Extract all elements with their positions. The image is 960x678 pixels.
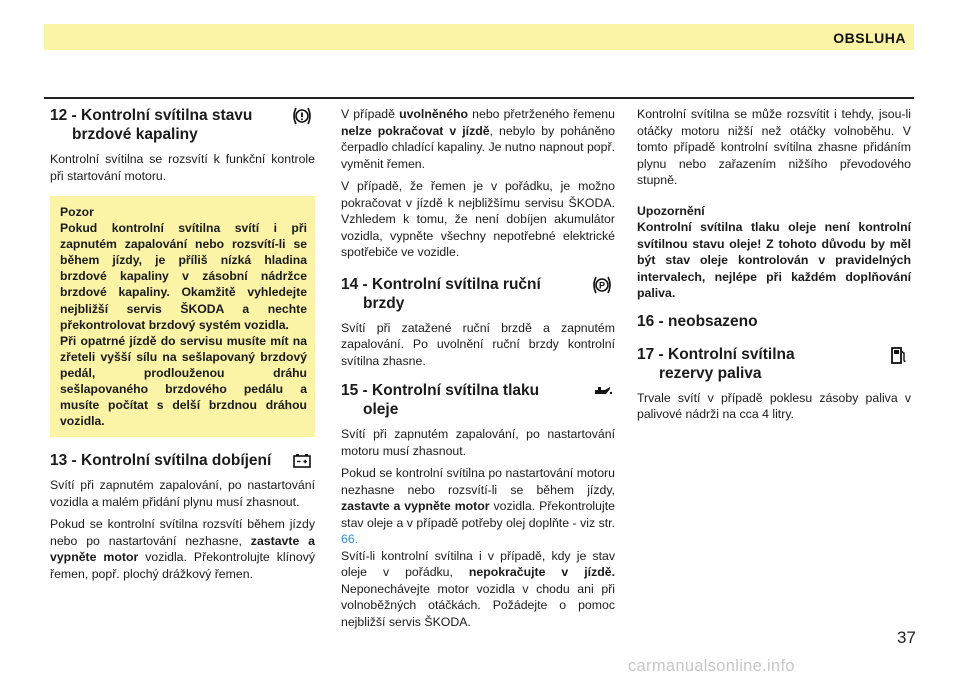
- p3-part-a: Pokud se kontrolní svítilna rozsvítí během jízdy nebo po nastartování nezhasne,: [50, 517, 315, 548]
- belt-text-2: V případě, že řemen je v pořádku, je možno pokračovat v jízdě k nejbližšímu servisu ŠKODA. Vzhledem k tomu, že není dobíjen akumulátor vozidla, vypněte všechny nepotřebné elektrické spotřebiče ve vozidle.: [341, 179, 615, 259]
- oil-can-icon: [591, 381, 613, 401]
- column-2: [341, 106, 615, 636]
- oil-text-cont: Kontrolní svítilna se může rozsvítit i tehdy, jsou-li otáčky motoru nižší než otáčky volnoběhu. V tomto případě kontrolní svítilna zhasne přidáním plynu nebo zařazením nižšího převodového stupně.: [637, 107, 911, 187]
- parking-brake-icon: [591, 275, 613, 295]
- heading-17: [637, 345, 911, 383]
- c2p1c: nebo přetrženého řemenu: [468, 107, 615, 121]
- heading-14-text: Svítí při zatažené ruční brzdě a zapnutém zapalování. Po uvolnění ruční brzdy kontrolní svítilna zhasne.: [341, 320, 615, 368]
- c2p5b: zastavte a vypněte motor: [341, 499, 490, 513]
- belt-text-1: [341, 106, 615, 172]
- page-number: 37: [897, 628, 916, 647]
- note-text: Kontrolní svítilna tlaku oleje není kontrolní svítilnou stavu oleje! Z tohoto důvodu by měl být stav oleje kontrolován v pravidelných intervalech, nejlépe při každém doplňování paliva.: [637, 220, 911, 300]
- heading-14: [341, 275, 615, 313]
- header-rule: [44, 97, 914, 99]
- heading-12: [50, 106, 315, 144]
- c2p6b: nepokračujte v jízdě.: [468, 565, 615, 579]
- warning-text-2: Při opatrné jízdě do servisu musíte mít na zřeteli vyšší sílu na sešlapovaný brzdový pedál, prodlouženou dráhu sešlapovaného brzdového pedálu a musíte počítat s delší brzdnou dráhou vozidla.: [60, 333, 307, 429]
- warning-box: [50, 196, 315, 437]
- warning-title: Pozor: [60, 205, 94, 219]
- c2p5a: Pokud se kontrolní svítilna po nastartování motoru nezhasne nebo rozsvítí-li se během jízdy,: [341, 466, 615, 497]
- c2p6a: Svítí-li kontrolní svítilna i v případě, kdy je stav oleje v pořádku,: [341, 548, 615, 579]
- heading-13-line1: 13 - Kontrolní svítilna dobíjení: [50, 452, 272, 470]
- heading-13-text-1: Svítí při zapnutém zapalování, po nastartování vozidla a malém přidání plynu musí zhasnout.: [50, 478, 315, 509]
- page-66-link[interactable]: 66.: [341, 532, 359, 546]
- column-3: [637, 106, 911, 429]
- p3-part-c: vozidla. Překontrolujte klínový řemen, popř. plochý drážkový řemen.: [50, 550, 315, 581]
- warning-text-1: Pokud kontrolní svítilna svítí i při zapnutém zapalování nebo rozsvítí-li se během jízdy, je příliš nízká hladina brzdové kapaliny v zásobní nádržce brzdové kapaliny. Okamžitě vyhledejte nejbližší servis ŠKODA a nechte překontrolovat brzdový systém vozidla.: [60, 221, 307, 332]
- c2p1e: , nebylo by poháněno čerpadlo chladící kapaliny. Je nutno napnout popř. vyměnit řemen.: [341, 123, 615, 171]
- c2p1b: uvolněného: [399, 107, 469, 121]
- heading-15: [341, 381, 615, 419]
- c2p6c: Neponechávejte motor vozidla v chodu ani při volnoběžných otáčkách. Požádejte o pomoc nejbližší servis ŠKODA.: [341, 581, 615, 629]
- heading-13-text-2: [50, 516, 315, 582]
- fuel-pump-icon: [887, 345, 909, 365]
- column-1: [50, 106, 315, 588]
- heading-12-text: Kontrolní svítilna se rozsvítí k funkční kontrole při startování motoru.: [50, 152, 315, 183]
- heading-16: [637, 312, 911, 331]
- note-title: Upozornění: [637, 203, 705, 218]
- heading-15-text-2: [341, 465, 615, 548]
- p3-bold: zastavte a vypněte motor: [50, 533, 316, 565]
- svg-text:P: P: [598, 280, 606, 290]
- section-title: OBSLUHA: [833, 30, 906, 46]
- brake-warning-icon: [291, 106, 313, 126]
- header-band: [44, 24, 914, 50]
- c2p1d: nelze pokračovat v jízdě: [341, 123, 490, 138]
- heading-17-line1: 17 - Kontrolní svítilna: [637, 345, 795, 363]
- heading-14-line1: 14 - Kontrolní svítilna ruční: [341, 275, 541, 293]
- heading-12-line2: brzdové kapaliny: [72, 126, 198, 143]
- heading-15-line2: oleje: [363, 401, 399, 418]
- battery-icon: [291, 451, 313, 471]
- heading-17-text: Trvale svítí v případě poklesu zásoby paliva v palivové nádrži na cca 4 litry.: [637, 390, 911, 421]
- watermark: carmanualsonline.info: [628, 657, 795, 675]
- heading-13: [50, 451, 315, 470]
- heading-15-text-1: Svítí při zapnutém zapalování, po nastartování motoru musí zhasnout.: [341, 427, 615, 458]
- heading-17-line2: rezervy paliva: [659, 364, 762, 382]
- note-block: [637, 203, 911, 302]
- c2p1a: V případě: [341, 107, 400, 121]
- heading-16-line1: 16 - neobsazeno: [637, 312, 758, 330]
- heading-12-line1: 12 - Kontrolní svítilna stavu: [50, 107, 253, 124]
- heading-15-text-3: [341, 548, 615, 631]
- c2p5c: vozidla. Překontrolujte stav oleje a v případě potřeby olej doplňte - viz str.: [341, 499, 615, 530]
- heading-14-line2: brzdy: [363, 294, 405, 312]
- heading-15-line1: 15 - Kontrolní svítilna tlaku: [341, 382, 540, 399]
